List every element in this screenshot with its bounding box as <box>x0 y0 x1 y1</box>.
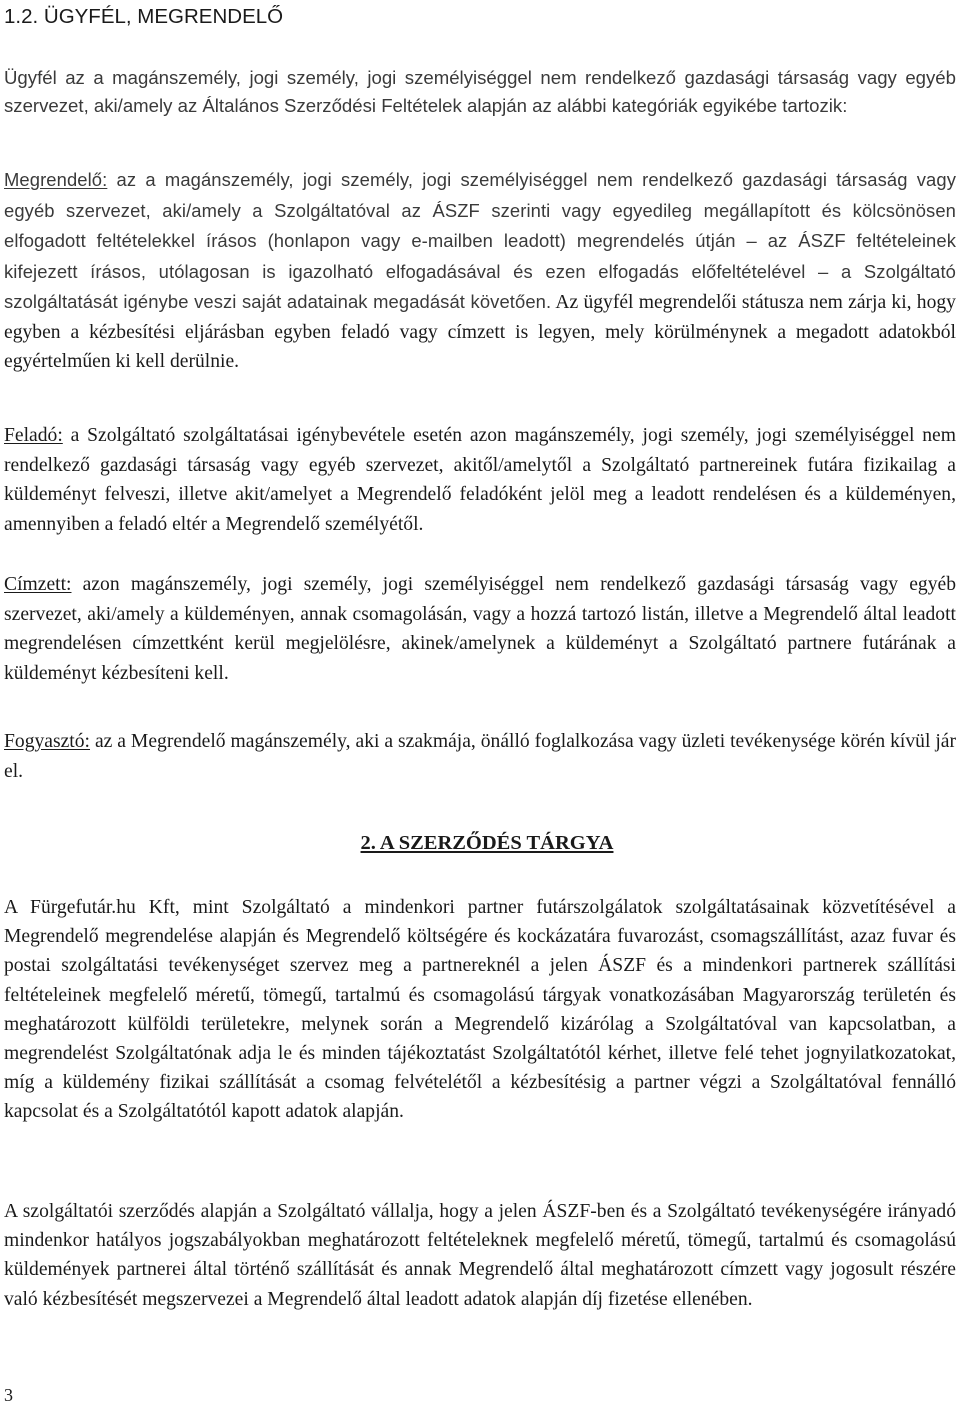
page-number: 3 <box>4 1385 13 1405</box>
definition-fogyaszto-text: az a Megrendelő magánszemély, aki a szakmája, önálló foglalkozása vagy üzleti tevékenysége körén kívül jár el. <box>4 731 956 782</box>
definition-fogyaszto <box>4 727 956 786</box>
section-2-paragraph-2: A szolgáltatói szerződés alapján a Szolgáltató vállalja, hogy a jelen ÁSZF-ben és a Szolgáltató tevékenységére irányadó mindenkor hatályos jogszabályokban meghatározott feltételeknek megfelelő méretű, tömegű, tartalmú és csomagolású küldemények partnerei által történő szállítását és annak Megrendelő által meghatározott címzett vagy jogosult részére való kézbesítését megszervezei a Megrendelő által leadott adatok alapján díj fizetése ellenében. <box>4 1201 956 1310</box>
definition-felado-text: a Szolgáltató szolgáltatásai igénybevétele esetén azon magánszemély, jogi személy, jogi személyiséggel nem rendelkező gazdasági társaság vagy egyéb szervezet, akitől/amelytől a Szolgáltató partnereinek futára fizikailag a küldeményt felveszi, illetve akit/amelyet a Megrendelő feladóként jelöl meg a leadott rendelésen és a küldeményen, amennyiben a feladó eltér a Megrendelő személyétől. <box>4 425 956 535</box>
definition-cimzett <box>4 570 956 688</box>
definition-megrendelo <box>4 165 956 377</box>
term-fogyaszto: Fogyasztó: <box>4 731 90 752</box>
section-2-title-text: 2. A SZERZŐDÉS TÁRGYA <box>360 832 614 854</box>
section-2-title <box>0 828 960 858</box>
term-felado: Feladó: <box>4 425 63 446</box>
term-cimzett: Címzett: <box>4 574 72 595</box>
term-megrendelo: Megrendelő: <box>4 169 108 190</box>
definition-cimzett-text: azon magánszemély, jogi személy, jogi személyiséggel nem rendelkező gazdasági társaság vagy egyéb szervezet, aki/amely a küldeményen, annak csomagolásán, vagy a hozzá tartozó listán, illetve a Megrendelő által leadott megrendelésen címzettként kerül megjelölésre, akinek/amelynek a küldeményt a Szolgáltató partnere futárának a küldeményt kézbesíteni kell. <box>4 574 956 684</box>
definition-felado <box>4 421 956 539</box>
intro-paragraph: Ügyfél az a magánszemély, jogi személy, jogi személyiséggel nem rendelkező gazdasági társaság vagy egyéb szervezet, aki/amely az Általános Szerződési Feltételek alapján az alábbi kategóriák egyikébe tartozik: <box>4 67 956 116</box>
section-2-paragraph-1: A Fürgefutár.hu Kft, mint Szolgáltató a mindenkori partner futárszolgálatok szolgáltatásainak közvetítésével a Megrendelő megrendelése alapján és Megrendelő költségére és kockázatára fuvarozást, csomagszállítást, azaz fuvar és postai szolgáltatási tevékenységet szervez meg a partnereknél a jelen ÁSZF és a mindenkori partnerek szállítási feltételeinek megfelelő méretű, tömegű, tartalmú és csomagolású tárgyak vonatkozásában Magyarország területén és meghatározott külföldi területekre, melynek során a Megrendelő kizárólag a Szolgáltatóval van kapcsolatban, a megrendelést Szolgáltatónak adja le és minden tájékoztatást Szolgáltatótól kérhet, illetve felé tehet jognyilatkozatokat, míg a küldemény fizikai szállítását a csomag felvételétől a kézbesítésig a partner végzi a Szolgáltatóval fennálló kapcsolat és a Szolgáltatótól kapott adatok alapján. <box>4 897 956 1123</box>
definition-megrendelo-text: az a magánszemély, jogi személy, jogi személyiséggel nem rendelkező gazdasági társaság vagy egyéb szervezet, aki/amely a Szolgáltatóval az ÁSZF szerinti vagy egyedileg megállapított és kölcsönösen elfogadott feltételekkel írásos (honlapon vagy e-mailben leadott) megrendelés útján – az ÁSZF feltételeinek kifejezett írásos, utólagosan is igazolható elfogadásával és ezen elfogadás előfeltételével – a Szolgáltató szolgáltatását igénybe veszi saját adatainak megadását követően. <box>4 169 956 312</box>
section-heading: 1.2. ÜGYFÉL, MEGRENDELŐ <box>4 5 284 28</box>
definition-megrendelo-note: Az ügyfél megrendelői státusza nem zárja ki, hogy egyben a kézbesítési eljárásban egyben feladó vagy címzett is legyen, mely körülménynek a megadott adatokból egyértelműen ki kell derülnie. <box>4 292 956 372</box>
